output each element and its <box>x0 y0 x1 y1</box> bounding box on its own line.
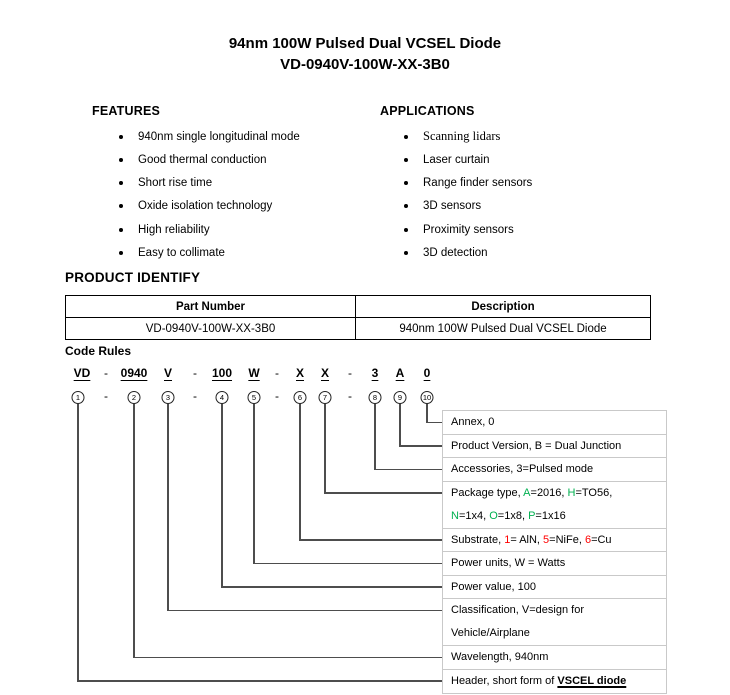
connector-vline <box>399 404 401 447</box>
label-text-segment: =NiFe, <box>549 533 585 546</box>
feature-item: Good thermal conduction <box>112 148 382 171</box>
application-item: Laser curtain <box>397 148 667 171</box>
label-text-segment: Vehicle/Airplane <box>451 627 530 640</box>
code-part: 100 <box>211 366 233 380</box>
table-header-description: Description <box>356 296 651 318</box>
connector-hline <box>77 680 442 682</box>
code-index-circle: 8 <box>369 391 382 404</box>
connector-vline <box>299 404 301 541</box>
code-separator: - <box>275 366 279 380</box>
table-row <box>66 318 651 340</box>
code-index-circle: 6 <box>294 391 307 404</box>
connector-vline <box>133 404 135 658</box>
label-text-segment: Product Version, B = Dual Junction <box>451 439 622 452</box>
connector-hline <box>399 445 442 447</box>
connector-hline <box>221 586 442 588</box>
product-identify-heading: PRODUCT IDENTIFY <box>65 270 201 285</box>
code-separator: - <box>348 389 352 403</box>
description-cell: 940nm 100W Pulsed Dual VCSEL Diode <box>356 318 651 340</box>
feature-item: 940nm single longitudinal mode <box>112 125 382 148</box>
page-title-line2: VD-0940V-100W-XX-3B0 <box>280 56 450 73</box>
label-text-segment: Power value, 100 <box>451 580 536 593</box>
code-index-circle: 9 <box>394 391 407 404</box>
label-text-segment: O <box>489 509 498 522</box>
code-rules-heading: Code Rules <box>65 344 132 358</box>
code-index-circle: 2 <box>128 391 141 404</box>
label-text-segment: VSCEL diode <box>557 674 627 687</box>
code-part: 0940 <box>120 366 148 380</box>
page-title-line1: 94nm 100W Pulsed Dual VCSEL Diode <box>228 35 502 52</box>
label-text-segment: Annex, 0 <box>451 416 495 428</box>
feature-item: High reliability <box>112 218 382 241</box>
connector-vline <box>374 404 376 470</box>
label-text-segment: Wavelength, 940nm <box>451 651 549 663</box>
code-label-row <box>443 576 666 600</box>
code-separator: - <box>275 389 279 403</box>
connector-hline <box>167 610 442 612</box>
code-part: W <box>248 366 260 380</box>
code-part: A <box>395 366 405 380</box>
features-heading: FEATURES <box>92 104 161 118</box>
application-item: 3D detection <box>397 241 667 264</box>
code-separator: - <box>104 366 108 380</box>
connector-hline <box>374 469 442 471</box>
code-label-row <box>443 435 666 459</box>
label-text-segment: 5 <box>543 533 550 546</box>
label-text-segment: 1 <box>504 533 511 546</box>
code-separator: - <box>193 389 197 403</box>
code-label-row <box>443 411 666 435</box>
connector-hline <box>426 422 442 424</box>
code-part: V <box>163 366 173 380</box>
code-labels-box <box>442 410 667 694</box>
code-part: 0 <box>423 366 431 380</box>
feature-item: Short rise time <box>112 172 382 195</box>
label-text-segment: =2016, <box>530 486 568 499</box>
code-part: X <box>295 366 305 380</box>
label-text-segment: 6 <box>584 533 592 546</box>
code-label-row <box>443 670 666 694</box>
application-item: 3D sensors <box>397 195 667 218</box>
connector-vline <box>426 404 428 423</box>
connector-vline <box>167 404 169 611</box>
code-label-row <box>443 599 666 646</box>
label-text-segment: A <box>523 486 531 499</box>
code-label-row <box>443 458 666 482</box>
code-index-circle: 1 <box>72 391 85 404</box>
code-index-circle: 3 <box>162 391 175 404</box>
code-separator: - <box>193 366 197 380</box>
connector-hline <box>253 563 442 565</box>
label-text-segment: Header, short form of <box>451 674 558 687</box>
label-text-segment: =1x16 <box>535 509 566 522</box>
code-separator: - <box>104 389 108 403</box>
connector-vline <box>253 404 255 564</box>
application-item: Proximity sensors <box>397 218 667 241</box>
connector-vline <box>324 404 326 494</box>
label-text-segment: =Cu <box>591 533 612 546</box>
code-label-row <box>443 482 666 529</box>
code-part: X <box>320 366 330 380</box>
code-index-circle: 4 <box>216 391 229 404</box>
label-text-segment: =TO56, <box>575 486 613 499</box>
label-text-segment: Accessories, 3=Pulsed mode <box>451 463 594 475</box>
label-text-segment: Classification, V=design for <box>451 604 584 616</box>
part-number-cell: VD-0940V-100W-XX-3B0 <box>66 318 356 340</box>
code-part: VD <box>73 366 91 380</box>
label-text-segment: P <box>528 509 536 522</box>
application-item: Scanning lidars <box>397 125 667 148</box>
label-text-segment: Substrate, <box>451 533 505 546</box>
label-text-segment: Power units, W = Watts <box>451 557 566 569</box>
label-text-segment: =1x4, <box>458 509 490 522</box>
part-number-table <box>65 295 651 340</box>
label-text-segment: =1x8, <box>497 509 529 522</box>
label-text-segment: Package type, <box>451 486 524 499</box>
label-text-segment: = AlN, <box>510 533 544 546</box>
table-header-row <box>66 296 651 318</box>
connector-vline <box>221 404 223 588</box>
connector-hline <box>133 657 442 659</box>
application-item: Range finder sensors <box>397 172 667 195</box>
code-index-circle: 10 <box>421 391 434 404</box>
applications-list <box>397 125 667 265</box>
code-label-row <box>443 529 666 553</box>
applications-heading: APPLICATIONS <box>380 104 475 118</box>
code-separator: - <box>348 366 352 380</box>
connector-hline <box>299 539 442 541</box>
label-text-segment: H <box>567 486 576 499</box>
table-header-part-number: Part Number <box>66 296 356 318</box>
code-label-row <box>443 646 666 670</box>
code-part: 3 <box>371 366 379 380</box>
features-list <box>112 125 382 265</box>
connector-hline <box>324 492 442 494</box>
feature-item: Easy to collimate <box>112 241 382 264</box>
code-index-circle: 7 <box>319 391 332 404</box>
page-title <box>0 33 730 75</box>
feature-item: Oxide isolation technology <box>112 195 382 218</box>
code-label-row <box>443 552 666 576</box>
label-text-segment: N <box>451 509 459 522</box>
code-index-circle: 5 <box>248 391 261 404</box>
connector-vline <box>77 404 79 682</box>
